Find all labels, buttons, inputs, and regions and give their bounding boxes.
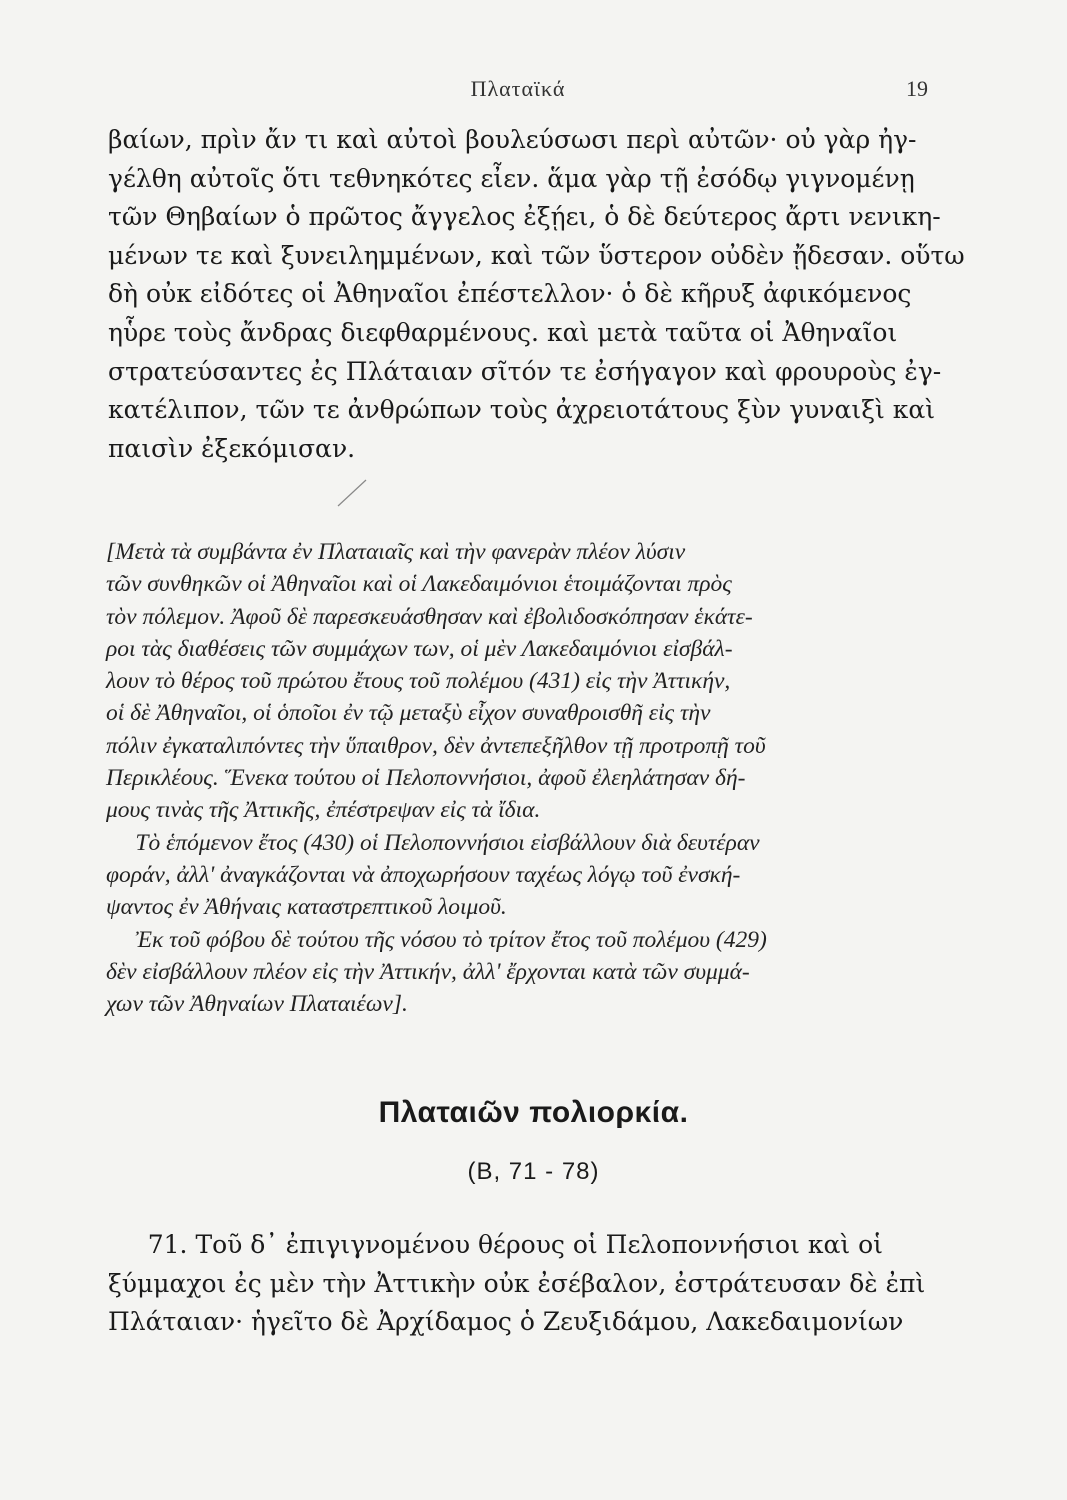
running-title: Πλαταϊκά bbox=[470, 76, 566, 101]
editor-commentary: [Μετὰ τὰ συμβάντα ἐν Πλαταιαῖς καὶ τὴν φανερὰν πλέον λύσιν τῶν συνθηκῶν οἱ Ἀθηναῖοι καὶ οἱ Λακεδαιμόνιοι ἑτοιμάζονται πρὸς τὸν πόλεμον. Ἀφοῦ δὲ παρεσκευάσθησαν καὶ ἐβολιδοσκόπησαν ἑκάτε- ροι τὰς διαθέσεις τῶν συμμάχων των, οἱ μὲν Λακεδαιμόνιοι εἰσβάλ- λουν τὸ θέρος τοῦ πρώτου ἔτους τοῦ πολέμου (431) εἰς τὴν Ἀττικήν, οἱ δὲ Ἀθηναῖοι, οἱ ὁποῖοι ἐν τῷ μεταξὺ εἶχον συναθροισθῆ εἰς τὴν πόλιν ἐγκαταλιπόντες τὴν ὕπαιθρον, δὲν ἀντεπεξῆλθον τῇ προτροπῇ τοῦ Περικλέους. Ἕνεκα τούτου οἱ Πελοποννήσιοι, ἀφοῦ ἐλεηλάτησαν δή- μους τινὰς τῆς Ἀττικῆς, ἐπέστρεψαν εἰς τὰ ἴδια. Τὸ ἑπόμενον ἔτος (430) οἱ Πελοποννήσιοι εἰσβάλλουν διὰ δευτέραν φοράν, ἀλλ' ἀναγκάζονται νὰ ἀποχωρήσουν ταχέως λόγῳ τοῦ ἐνσκή- ψαντος ἐν Ἀθήναις καταστρεπτικοῦ λοιμοῦ. Ἐκ τοῦ φόβου δὲ τούτου τῆς νόσου τὸ τρίτον ἔτος τοῦ πολέμου (429) δὲν εἰσβάλλουν πλέον εἰς τὴν Ἀττικήν, ἀλλ' ἔρχονται κατὰ τῶν συμμά- χων τῶν Ἀθηναίων Πλαταιέων]. bbox=[106, 539, 767, 1018]
section-reference: (Β, 71 - 78) bbox=[467, 1158, 600, 1185]
page-number: 19 bbox=[906, 76, 928, 101]
pencil-mark bbox=[330, 478, 370, 508]
main-text-bottom: 71. Τοῦ δ᾽ ἐπιγιγνομένου θέρους οἱ Πελοποννήσιοι καὶ οἱ ξύμμαχοι ἐς μὲν τὴν Ἀττικὴν οὐκ ἐσέβαλον, ἐστράτευσαν δὲ ἐπὶ Πλάταιαν· ἡγεῖτο δὲ Ἀρχίδαμος ὁ Ζευξιδάμου, Λακεδαιμονίων bbox=[108, 1230, 926, 1337]
section-title: Πλαταιῶν πολιορκία. bbox=[378, 1096, 689, 1129]
running-header bbox=[108, 76, 928, 106]
main-text-top: βαίων, πρὶν ἄν τι καὶ αὐτοὶ βουλεύσωσι περὶ αὐτῶν· οὐ γὰρ ἠγ- γέλθη αὐτοῖς ὅτι τεθνηκότες εἶεν. ἅμα γὰρ τῇ ἐσόδῳ γιγνομένῃ τῶν Θηβαίων ὁ πρῶτος ἄγγελος ἐξῄει, ὁ δὲ δεύτερος ἄρτι νενικη- μένων τε καὶ ξυνειλημμένων, καὶ τῶν ὕστερον οὐδὲν ᾔδεσαν. οὕτω δὴ οὐκ εἰδότες οἱ Ἀθηναῖοι ἐπέστελλον· ὁ δὲ κῆρυξ ἀφικόμενος ηὗρε τοὺς ἄνδρας διεφθαρμένους. καὶ μετὰ ταῦτα οἱ Ἀθηναῖοι στρατεύσαντες ἐς Πλάταιαν σῖτόν τε ἐσήγαγον καὶ φρουροὺς ἐγ- κατέλιπον, τῶν τε ἀνθρώπων τοὺς ἀχρειοτάτους ξὺν γυναιξὶ καὶ παισὶν ἐξεκόμισαν. bbox=[108, 125, 965, 463]
